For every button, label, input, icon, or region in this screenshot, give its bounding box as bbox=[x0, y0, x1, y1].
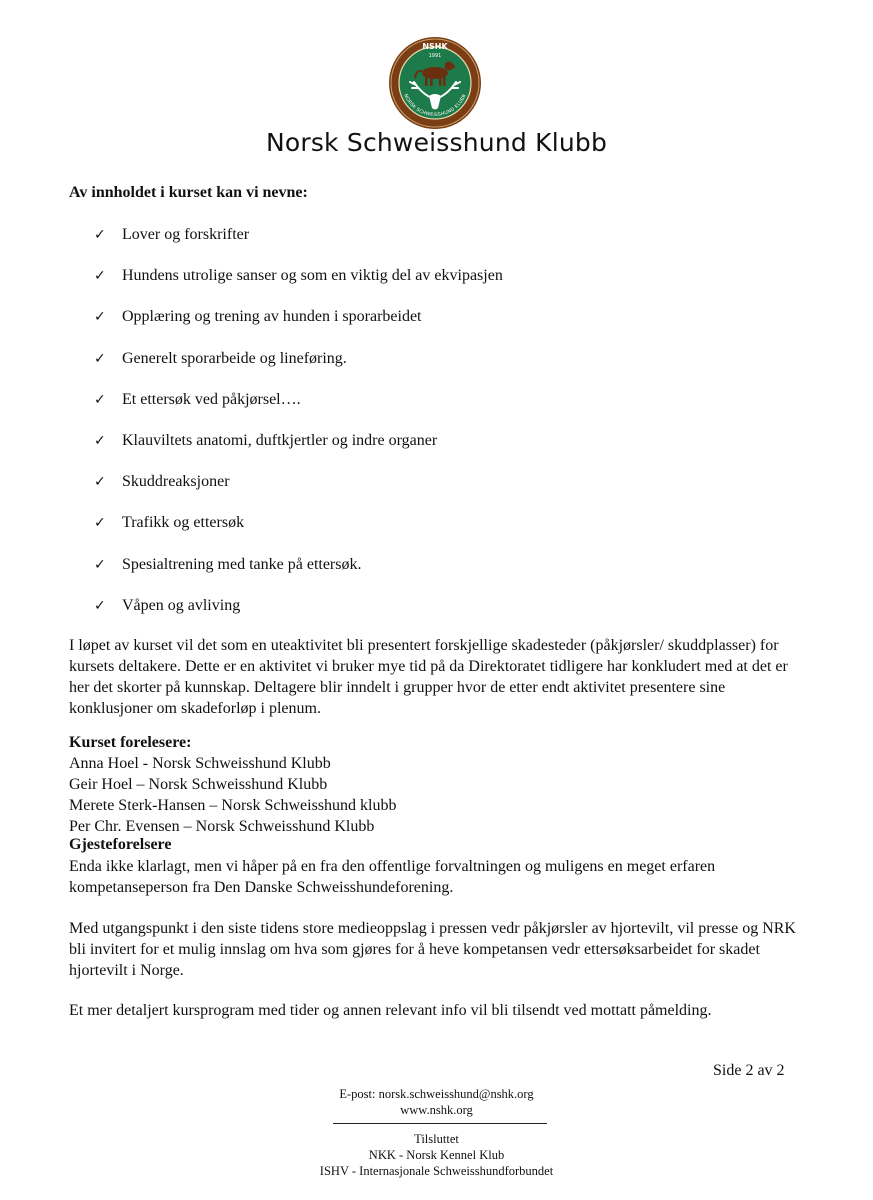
lecturer-name: Per Chr. Evensen – Norsk Schweisshund Klubb bbox=[69, 818, 375, 835]
footer-affiliation bbox=[0, 1131, 873, 1179]
list-item-text: Klauviltets anatomi, duftkjertler og indre organer bbox=[122, 431, 438, 449]
list-item bbox=[94, 307, 503, 348]
list-item bbox=[94, 472, 503, 513]
club-name-title: Norsk Schweisshund Klubb bbox=[265, 128, 608, 157]
list-item-text: Et ettersøk ved påkjørsel…. bbox=[122, 390, 301, 408]
checkmark-icon: ✓ bbox=[94, 309, 106, 326]
lecturer-name: Anna Hoel - Norsk Schweisshund Klubb bbox=[69, 755, 331, 772]
guest-lecturers-paragraph: Enda ikke klarlagt, men vi håper på en fra den offentlige forvaltningen og muligens en meget erfaren kompetanseperson fra Den Danske Schweisshundeforening. bbox=[69, 858, 716, 896]
list-item bbox=[94, 555, 503, 596]
footer-contact bbox=[0, 1086, 873, 1118]
checkmark-icon: ✓ bbox=[94, 350, 106, 367]
list-item bbox=[94, 225, 503, 266]
club-logo-emblem bbox=[388, 36, 482, 130]
list-item-text: Generelt sporarbeide og lineføring. bbox=[122, 349, 347, 367]
checkmark-icon: ✓ bbox=[94, 391, 106, 408]
guest-lecturers-heading: Gjesteforelsere bbox=[69, 836, 172, 853]
activity-paragraph: I løpet av kurset vil det som en uteaktivitet bli presentert forskjellige skadesteder (påkjørsler/ skuddplasser) for kursets deltakere. Dette er en aktivitet vi bruker mye tid på da Direktoratet tidligere har konkludert med at det er her det skorter på kunnskap. Deltagere blir inndelt i grupper hvor de etter endt aktivitet presentere sine konklusjoner om skadeforløp i plenum. bbox=[69, 637, 788, 717]
logo-year: 1991 bbox=[428, 53, 442, 59]
course-content-heading: Av innholdet i kurset kan vi nevne: bbox=[69, 184, 308, 201]
checkmark-icon: ✓ bbox=[94, 474, 106, 491]
checkmark-icon: ✓ bbox=[94, 227, 106, 243]
list-item bbox=[94, 596, 503, 637]
logo-ring-text: NORSK SCHWEISSHUND KLUBB bbox=[402, 93, 468, 119]
lecturer-name: Merete Sterk-Hansen – Norsk Schweisshund klubb bbox=[69, 797, 397, 814]
lecturers-heading: Kurset forelesere: bbox=[69, 734, 192, 751]
checkmark-icon: ✓ bbox=[94, 515, 106, 532]
list-item-text: Opplæring og trening av hunden i sporarbeidet bbox=[122, 308, 422, 326]
list-item-text: Skuddreaksjoner bbox=[122, 473, 230, 491]
footer-ishv: ISHV - Internasjonale Schweisshundforbundet bbox=[319, 1164, 554, 1178]
list-item-text: Lover og forskrifter bbox=[122, 226, 250, 243]
list-item bbox=[94, 266, 503, 307]
logo-top-text: NSHK bbox=[422, 42, 448, 51]
media-paragraph: Med utgangspunkt i den siste tidens store medieoppslag i pressen vedr påkjørsler av hjortevilt, vil presse og NRK bli invitert for et mulig innslag om hva som gjøres for å heve kompetansen vedr ettersøksarbeidet for skadet hjortevilt i Norge. bbox=[69, 920, 796, 979]
list-item-text: Våpen og avliving bbox=[122, 596, 241, 614]
list-item bbox=[94, 513, 503, 554]
footer-divider bbox=[333, 1123, 547, 1124]
program-paragraph: Et mer detaljert kursprogram med tider og annen relevant info vil bli tilsendt ved mottatt påmelding. bbox=[69, 1002, 712, 1019]
club-logo bbox=[388, 36, 482, 130]
list-item-text: Trafikk og ettersøk bbox=[122, 514, 245, 532]
list-item bbox=[94, 349, 503, 390]
list-item-text: Spesialtrening med tanke på ettersøk. bbox=[122, 555, 362, 573]
checkmark-icon: ✓ bbox=[94, 556, 106, 573]
checkmark-icon: ✓ bbox=[94, 597, 106, 614]
lecturer-name: Geir Hoel – Norsk Schweisshund Klubb bbox=[69, 776, 328, 793]
list-item-text: Hundens utrolige sanser og som en viktig del av ekvipasjen bbox=[122, 267, 503, 285]
page-number: Side 2 av 2 bbox=[713, 1062, 785, 1079]
list-item bbox=[94, 431, 503, 472]
list-item bbox=[94, 390, 503, 431]
checkmark-icon: ✓ bbox=[94, 268, 106, 285]
checkmark-icon: ✓ bbox=[94, 432, 106, 449]
footer-affiliated-label: Tilsluttet bbox=[414, 1132, 459, 1146]
footer-email: E-post: norsk.schweisshund@nshk.org bbox=[339, 1087, 534, 1101]
lecturers-list bbox=[69, 753, 397, 837]
footer-website: www.nshk.org bbox=[400, 1103, 473, 1117]
footer-nkk: NKK - Norsk Kennel Klub bbox=[368, 1148, 505, 1162]
course-content-list bbox=[94, 225, 503, 637]
